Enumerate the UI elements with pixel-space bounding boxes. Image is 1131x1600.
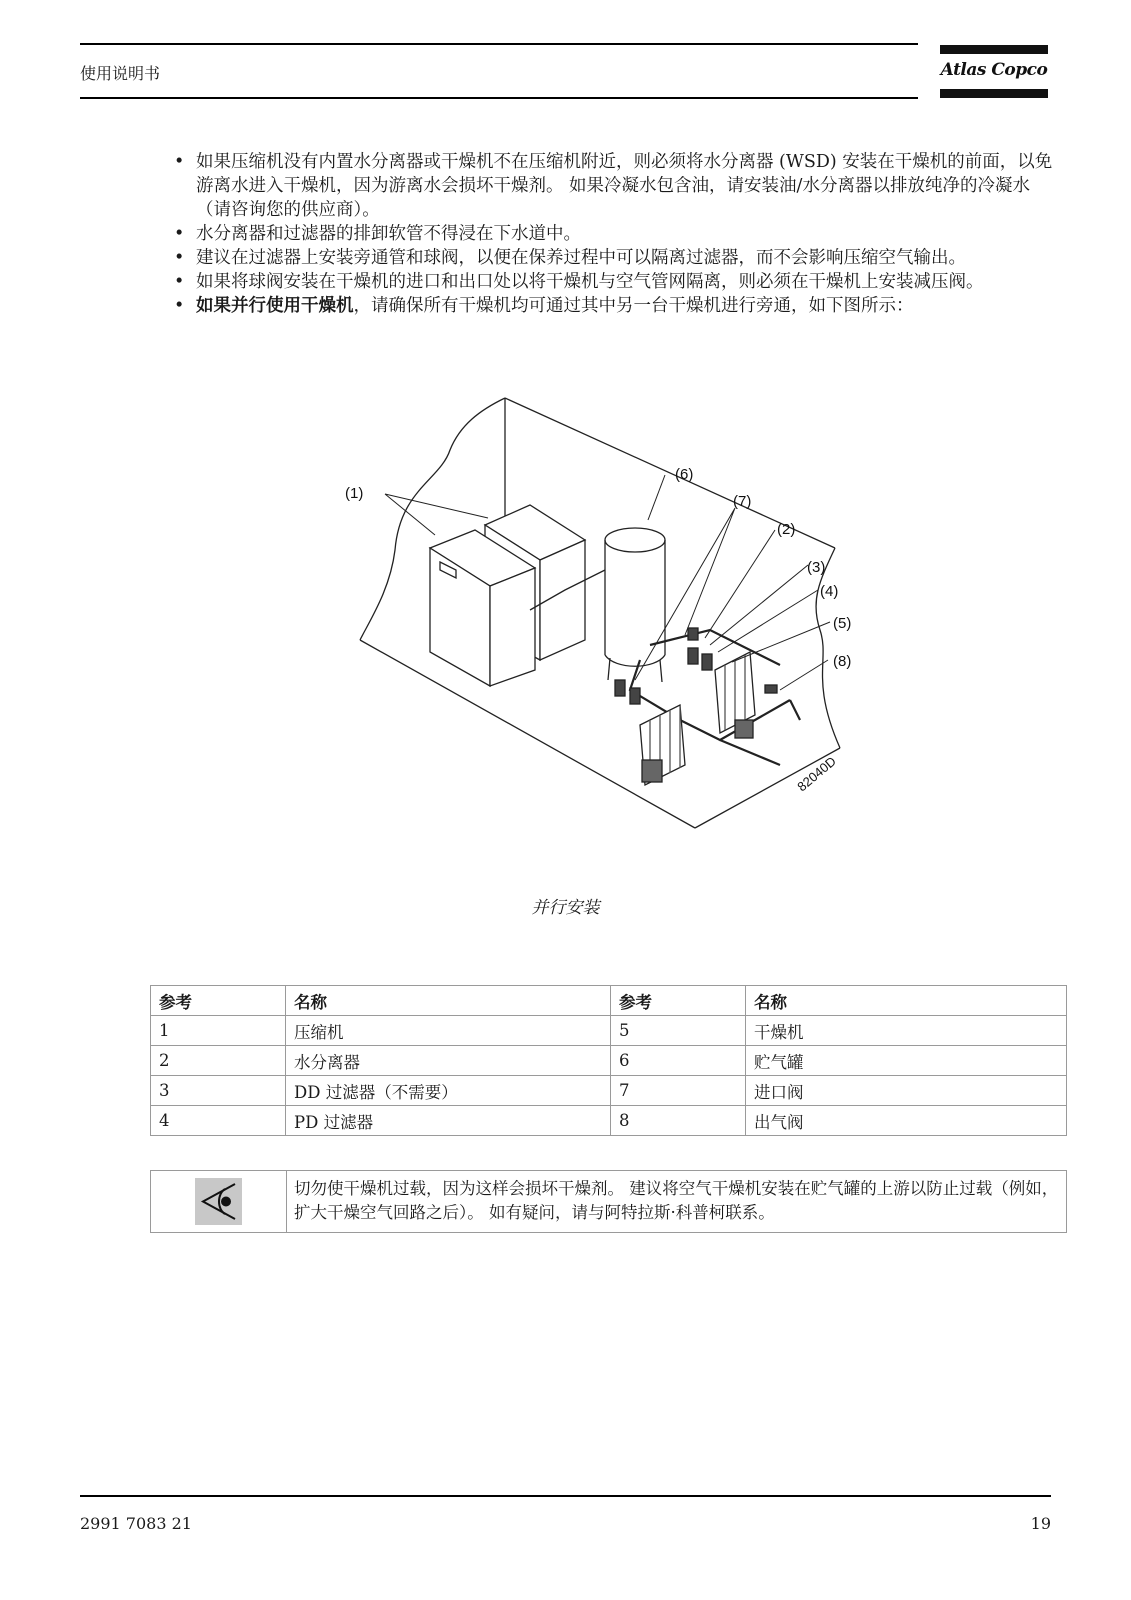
callout-labels	[345, 466, 851, 794]
table-cell: 4	[151, 1106, 286, 1136]
note-box	[150, 1170, 1067, 1233]
page-number: 19	[1030, 1514, 1051, 1533]
header-name: 名称	[286, 986, 611, 1016]
document-number: 2991 7083 21	[80, 1514, 192, 1533]
bullet-text: 如果压缩机没有内置水分离器或干燥机不在压缩机附近，则必须将水分离器 (WSD) 安装在干燥机的前面，以免游离水进入干燥机，因为游离水会损坏干燥剂。 如果冷凝水包含油，请安装油/水分离器以排放纯净的冷凝水（请咨询您的供应商）。	[196, 152, 1053, 220]
table-cell: 干燥机	[746, 1016, 1067, 1046]
header-name: 名称	[746, 986, 1067, 1016]
note-icon-cell	[151, 1171, 287, 1232]
room-wall-right-cut	[816, 548, 840, 748]
callout-8: (8)	[833, 653, 852, 670]
callout-7: (7)	[733, 493, 752, 510]
table-cell: 出气阀	[746, 1106, 1067, 1136]
note-text: 切勿使干燥机过载，因为这样会损坏干燥剂。 建议将空气干燥机安装在贮气罐的上游以防止过载（例如，扩大干燥空气回路之后）。 如有疑问，请与阿特拉斯·科普柯联系。	[294, 1179, 1059, 1222]
table-cell: DD 过滤器（不需要）	[286, 1076, 611, 1106]
header-rule-top	[80, 43, 918, 45]
callout-6: (6)	[675, 466, 694, 483]
figure-caption: 并行安装	[531, 898, 600, 918]
header-ref: 参考	[611, 986, 746, 1016]
table-cell: PD 过滤器	[286, 1106, 611, 1136]
table-cell: 2	[151, 1046, 286, 1076]
air-receiver-tank	[605, 528, 665, 682]
bullet-bold-text: 如果并行使用干燥机	[196, 296, 354, 316]
footer-rule	[80, 1495, 1051, 1497]
callout-3: (3)	[807, 559, 826, 576]
list-item: • 如果压缩机没有内置水分离器或干燥机不在压缩机附近，则必须将水分离器 (WSD) 安装在干燥机的前面，以免游离水进入干燥机，因为游离水会损坏干燥剂。 如果冷凝水包含油，请安装油/水分离器以排放纯净的冷凝水（请咨询您的供应商）。	[174, 152, 1053, 220]
table-cell: 1	[151, 1016, 286, 1046]
bullet-text: 水分离器和过滤器的排卸软管不得浸在下水道中。	[196, 224, 581, 244]
callout-4: (4)	[820, 583, 839, 600]
list-item: • 建议在过滤器上安装旁通管和球阀，以便在保养过程中可以隔离过滤器，而不会影响压缩空气输出。	[174, 248, 966, 268]
bullet-text: 建议在过滤器上安装旁通管和球阀，以便在保养过程中可以隔离过滤器，而不会影响压缩空气输出。	[196, 248, 966, 268]
table-cell: 5	[611, 1016, 746, 1046]
logo-bar-top	[940, 45, 1048, 54]
table-header-row	[151, 986, 1067, 1016]
parallel-installation-diagram	[340, 390, 880, 850]
atlas-copco-logo	[940, 45, 1048, 100]
table-row	[151, 1076, 1067, 1106]
table-cell: 7	[611, 1076, 746, 1106]
table-cell: 6	[611, 1046, 746, 1076]
figure-code: 82040D	[794, 753, 839, 795]
table-cell: 8	[611, 1106, 746, 1136]
installation-notes-list	[172, 150, 1057, 318]
header-ref: 参考	[151, 986, 286, 1016]
table-cell: 压缩机	[286, 1016, 611, 1046]
table-cell: 水分离器	[286, 1046, 611, 1076]
callout-5: (5)	[833, 615, 852, 632]
dryer-right	[688, 628, 777, 738]
table-cell: 贮气罐	[746, 1046, 1067, 1076]
list-item: • 如果将球阀安装在干燥机的进口和出口处以将干燥机与空气管网隔离，则必须在干燥机上安装减压阀。	[174, 272, 984, 292]
callout-2: (2)	[777, 521, 796, 538]
bullet-text: ，请确保所有干燥机均可通过其中另一台干燥机进行旁通，如下图所示：	[353, 296, 914, 316]
logo-text: Atlas Copco	[940, 60, 1048, 80]
list-item: • 如果并行使用干燥机，请确保所有干燥机均可通过其中另一台干燥机进行旁通，如下图所示：	[174, 296, 914, 316]
table-cell: 3	[151, 1076, 286, 1106]
bullet-text: 如果将球阀安装在干燥机的进口和出口处以将干燥机与空气管网隔离，则必须在干燥机上安装减压阀。	[196, 272, 984, 292]
reference-table	[150, 985, 1067, 1136]
table-row	[151, 1046, 1067, 1076]
document-title: 使用说明书	[80, 64, 161, 83]
eye-icon	[195, 1178, 242, 1225]
logo-bar-bottom	[940, 89, 1048, 98]
callout-1: (1)	[345, 485, 364, 502]
dryer-front	[615, 680, 685, 785]
list-item: • 水分离器和过滤器的排卸软管不得浸在下水道中。	[174, 224, 581, 244]
table-row	[151, 1016, 1067, 1046]
table-row	[151, 1106, 1067, 1136]
header-rule-bottom	[80, 97, 918, 99]
table-cell: 进口阀	[746, 1076, 1067, 1106]
